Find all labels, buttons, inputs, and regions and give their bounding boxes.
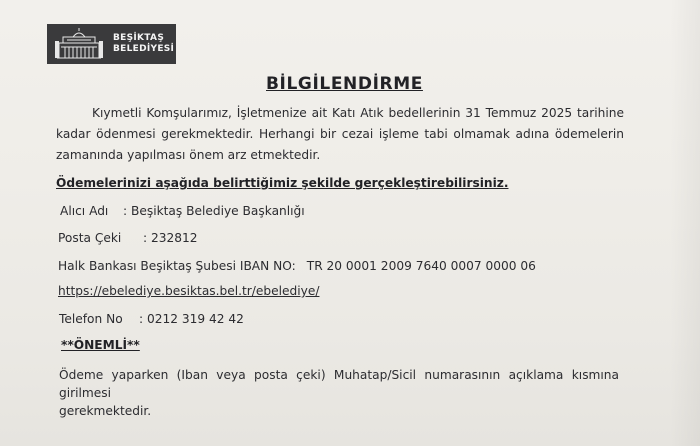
iban-label: Halk Bankası Beşiktaş Şubesi IBAN NO: [58,259,296,273]
logo-wordmark [111,33,174,55]
municipality-emblem-icon [47,24,111,64]
intro-paragraph-text: Kıymetli Komşularımız, İşletmenize ait Katı Atık bedellerinin 31 Temmuz 2025 tarihine kadar ödenmesi gerekmektedir. Herhangi bir cezai işleme tabi olmamak adına ödemelerin zamanında yapılması önem arz etmektedir. [56,106,624,162]
iban-value: TR 20 0001 2009 7640 0007 0000 06 [306,259,536,273]
payment-instructions-heading: Ödemelerinizi aşağıda belirttiğimiz şekilde gerçekleştirebilirsiniz. [56,176,509,190]
phone-value: : 0212 319 42 42 [139,312,244,326]
important-note [59,366,619,420]
besiktas-municipality-logo [47,24,176,64]
intro-paragraph [56,103,624,166]
payee-label: Alıcı Adı [60,204,109,218]
postal-check-value: : 232812 [143,231,198,245]
important-note-line-2: gerekmektedir. [59,404,152,418]
logo-line-1: BEŞİKTAŞ [113,33,165,43]
logo-line-2: BELEDİYESİ [113,44,175,54]
postal-check-row [58,231,198,245]
payee-row [60,204,305,218]
postal-check-label: Posta Çeki [58,231,122,245]
payee-value: : Beşiktaş Belediye Başkanlığı [123,204,305,218]
ebelediye-link[interactable]: https://ebelediye.besiktas.bel.tr/ebelediye/ [58,284,320,298]
iban-row [58,259,536,273]
phone-label: Telefon No [59,312,123,326]
document-title: BİLGİLENDİRME [266,74,423,94]
page-shadow [670,0,700,446]
phone-row [59,312,244,326]
important-heading: **ÖNEMLİ** [61,338,140,352]
important-note-line-1: Ödeme yaparken (Iban veya posta çeki) Muhatap/Sicil numarasının açıklama kısmına girilmesi [59,368,619,400]
